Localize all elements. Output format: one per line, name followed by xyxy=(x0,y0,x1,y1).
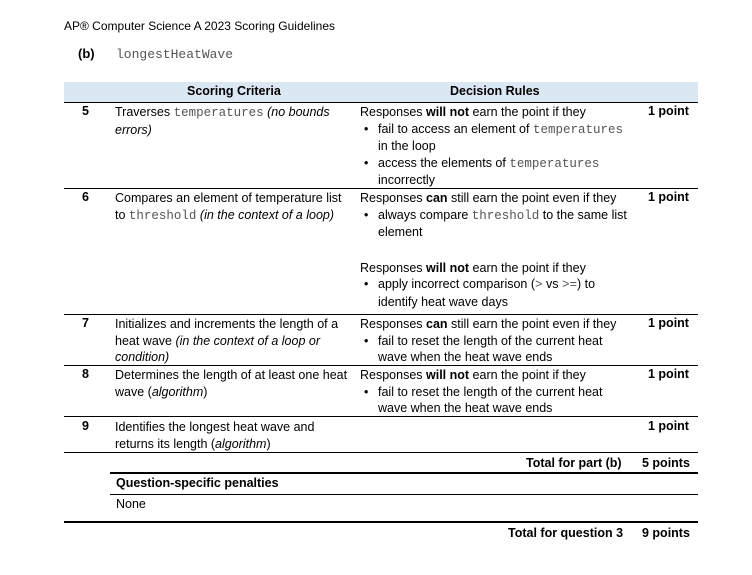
text-run: ) xyxy=(203,384,208,399)
column-header-decision-rules: Decision Rules xyxy=(450,84,540,98)
code-token: temperatures xyxy=(173,106,264,120)
points-value: 1 point xyxy=(648,419,689,433)
rule-paragraph xyxy=(360,190,630,207)
part-label: (b) xyxy=(78,46,95,61)
italic-text: algorithm xyxy=(215,436,267,451)
emphasis-text: will not xyxy=(426,368,470,382)
text-run: access the elements of xyxy=(378,155,510,170)
text-run: Responses xyxy=(360,191,427,205)
criteria-text xyxy=(115,419,351,452)
decision-rules xyxy=(360,367,630,417)
points-value: 1 point xyxy=(648,104,689,118)
rule-paragraph xyxy=(360,367,630,384)
rule-bullet xyxy=(378,121,630,155)
text-run: Responses xyxy=(360,260,427,275)
divider xyxy=(64,314,698,315)
text-run: fail to access an element of xyxy=(378,121,533,136)
divider xyxy=(64,102,698,103)
text-run: to the same list element xyxy=(378,207,627,239)
text-run: fail to reset the length of the current heat wave when the heat wave ends xyxy=(378,384,603,415)
italic-text: (in the context of a loop or condition) xyxy=(115,333,320,364)
code-token: temperatures xyxy=(532,122,623,137)
divider xyxy=(64,521,698,523)
text-run: still earn the point even if they xyxy=(447,317,617,331)
part-method-name: longestHeatWave xyxy=(116,47,234,62)
points-value: 1 point xyxy=(648,316,689,330)
row-number: 5 xyxy=(82,104,89,118)
divider xyxy=(64,452,698,453)
decision-rules xyxy=(360,190,630,310)
column-header-scoring-criteria: Scoring Criteria xyxy=(187,84,281,98)
emphasis-text: will not xyxy=(426,105,470,119)
code-token: threshold xyxy=(128,208,197,223)
text-run: ) xyxy=(266,436,271,451)
rule-bullet xyxy=(378,276,630,310)
rule-bullet xyxy=(378,155,630,189)
rule-paragraph xyxy=(360,316,630,333)
rule-paragraph xyxy=(360,260,630,277)
text-run: ) to identify heat wave days xyxy=(378,277,596,309)
code-token: >= xyxy=(561,278,577,292)
text-run: in the loop xyxy=(378,139,436,153)
rule-bullet xyxy=(378,333,630,366)
rule-bullet xyxy=(378,384,630,417)
text-run: earn the point if they xyxy=(469,368,586,382)
decision-rules xyxy=(360,316,630,366)
spacer xyxy=(360,241,630,260)
total-part-value: 5 points xyxy=(642,456,690,470)
row-number: 7 xyxy=(82,316,89,330)
total-question-value: 9 points xyxy=(642,526,690,540)
rule-bullet xyxy=(378,207,630,241)
text-run: apply incorrect comparison ( xyxy=(378,277,536,291)
criteria-text xyxy=(115,190,351,224)
points-value: 1 point xyxy=(648,190,689,204)
total-part-label: Total for part (b) xyxy=(526,456,622,470)
total-question-label: Total for question 3 xyxy=(508,526,624,540)
text-run: earn the point if they xyxy=(469,260,586,275)
penalties-value: None xyxy=(116,497,146,511)
code-token: threshold xyxy=(471,208,540,223)
text-run: earn the point if they xyxy=(469,105,586,119)
points-value: 1 point xyxy=(648,367,689,381)
emphasis-text: can xyxy=(426,191,448,205)
rule-paragraph xyxy=(360,104,630,121)
italic-text: algorithm xyxy=(151,384,204,399)
rule-list xyxy=(360,121,630,189)
code-token: > xyxy=(535,278,543,292)
italic-text: (in the context of a loop) xyxy=(199,207,335,222)
text-run: fail to reset the length of the current heat wave when the heat wave ends xyxy=(378,333,603,364)
divider xyxy=(110,494,698,495)
criteria-text xyxy=(115,316,351,366)
text-run: incorrectly xyxy=(378,173,435,187)
criteria-text xyxy=(115,104,351,138)
row-number: 9 xyxy=(82,419,89,433)
text-run: Responses xyxy=(360,105,427,119)
penalties-heading: Question-specific penalties xyxy=(116,476,279,490)
row-number: 8 xyxy=(82,367,89,381)
text-run: Traverses xyxy=(115,105,174,119)
criteria-text xyxy=(115,367,351,400)
emphasis-text: can xyxy=(426,317,448,331)
rule-list xyxy=(360,276,630,310)
divider xyxy=(110,472,698,474)
text-run: Responses xyxy=(360,368,427,382)
rule-list xyxy=(360,207,630,241)
text-run: always compare xyxy=(378,207,472,222)
page-header-title: AP® Computer Science A 2023 Scoring Guidelines xyxy=(64,19,335,33)
text-run: Initializes and increments the length of a heat wave xyxy=(115,317,339,348)
table-header-band xyxy=(64,82,698,102)
text-run: Determines the length of at least one heat wave ( xyxy=(115,368,348,399)
row-number: 6 xyxy=(82,190,89,204)
code-token: temperatures xyxy=(509,156,600,171)
text-run: Identifies the longest heat wave and returns its length ( xyxy=(115,420,315,451)
rule-list xyxy=(360,333,630,366)
decision-rules xyxy=(360,104,630,189)
italic-text: (no bounds errors) xyxy=(115,105,330,137)
text-run: vs xyxy=(542,277,562,291)
text-run: Responses xyxy=(360,317,427,331)
rule-list xyxy=(360,384,630,417)
emphasis-text: will not xyxy=(426,260,470,275)
text-run: Compares an element of temperature list to xyxy=(115,191,342,222)
text-run: still earn the point even if they xyxy=(447,191,617,205)
